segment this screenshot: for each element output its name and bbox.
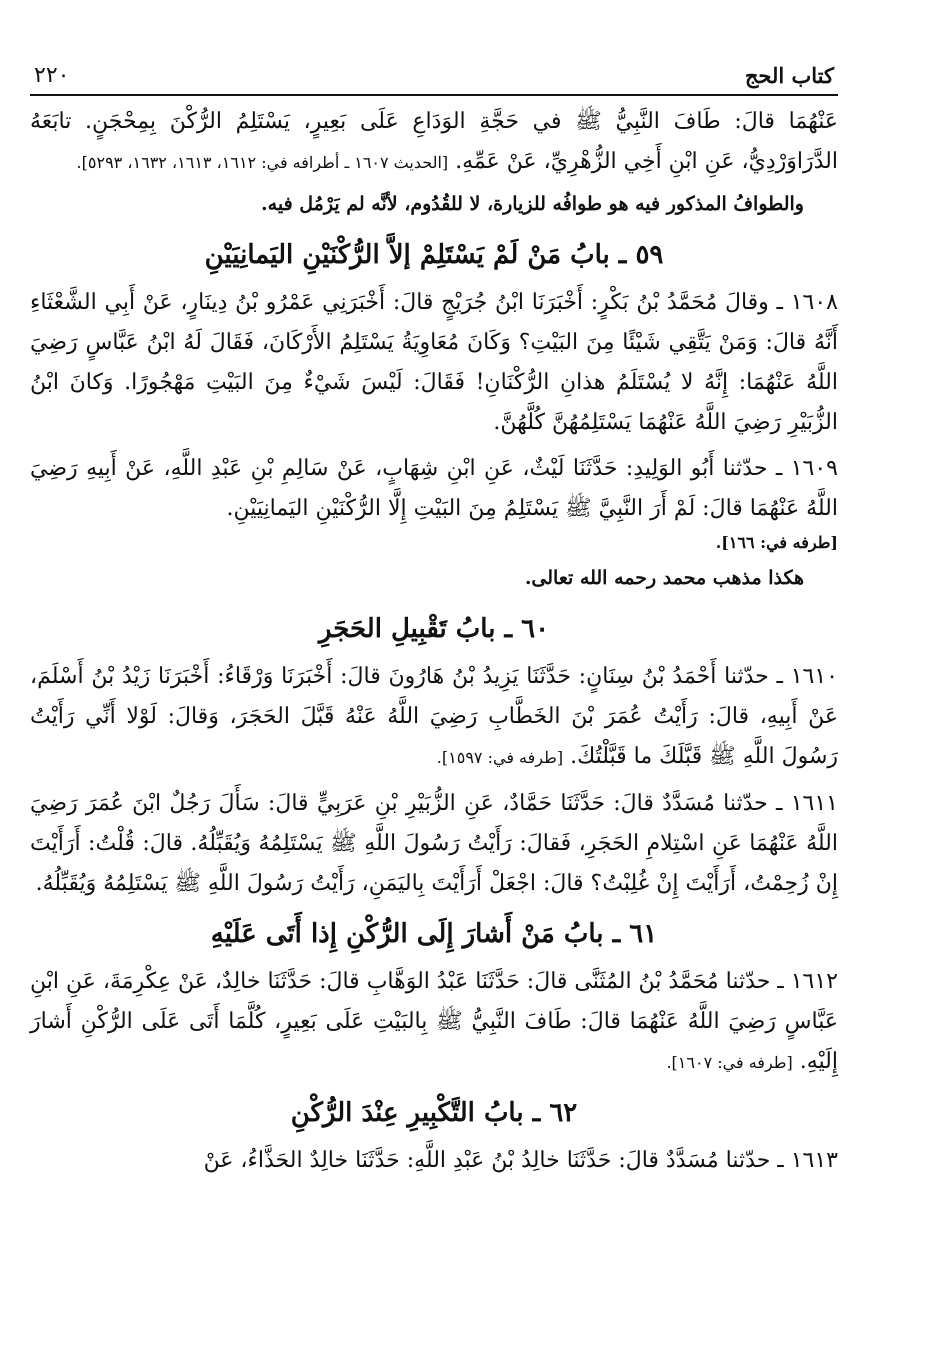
hadith-1610 bbox=[30, 657, 838, 778]
paragraph-text: عَنْهُمَا قالَ: طَافَ النَّبِيُّ ﷺ في حَجَّةِ الوَدَاعِ عَلَى بَعِيرٍ، يَسْتَلِمُ الرُّكْنَ بِمِحْجَنٍ. تابَعَهُ الدَّرَاوَرْدِيُّ، عَنِ ابْنِ أَخِي الزُّهْرِيِّ، عَنْ عَمِّهِ. bbox=[30, 109, 838, 174]
cross-reference: [الحديث ١٦٠٧ ـ أطرافه في: ١٦١٢، ١٦١٣، ١٦٣٢، ٥٢٩٣]. bbox=[76, 153, 449, 172]
paragraph-text: ١٦٠٨ ـ وقالَ مُحَمَّدُ بْنُ بَكْرٍ: أَخْبَرَنَا ابْنُ جُرَيْجٍ قالَ: أَخْبَرَنِي عَمْرُو بْنُ دِينَارٍ، عَنْ أَبِي الشَّعْثَاءِ أَنَّهُ قالَ: وَمَنْ يَتَّقِي شَيْئًا مِنَ البَيْتِ؟ وَكَانَ مُعَاوِيَةُ يَسْتَلِمُ الأَرْكَانَ، فَقَالَ لَهُ ابْنُ عَبَّاسٍ رَضِيَ اللَّهُ عَنْهُمَا: إِنَّهُ لا يُسْتَلَمُ هذانِ الرُّكْنَانِ! فَقَالَ: لَيْسَ شَيْءٌ مِنَ البَيْتِ مَهْجُورًا. وَكانَ ابْنُ الزُّبَيْرِ رَضِيَ اللَّهُ عَنْهُمَا يَسْتَلِمُهُنَّ كُلَّهُنَّ. bbox=[30, 290, 838, 435]
paragraph-text: ١٦١٣ ـ حدّثنا مُسَدَّدٌ قالَ: حَدَّثَنَا خالِدُ بْنُ عَبْدِ اللَّهِ: حَدَّثَنَا خالِدٌ الحَذَّاءُ، عَنْ bbox=[203, 1148, 838, 1173]
paragraph-text: ١٦١٢ ـ حدّثنا مُحَمَّدُ بْنُ المُثَنَّى قالَ: حَدَّثَنَا عَبْدُ الوَهَّابِ قالَ: حَدَّثَنَا خالِدٌ، عَنْ عِكْرِمَةَ، عَنِ ابْنِ عَبَّاسٍ رَضِيَ اللَّهُ عَنْهُمَا قالَ: طَافَ النَّبِيُّ ﷺ بِالبَيْتِ عَلَى بَعِيرٍ، كُلَّمَا أَتَى عَلَى الرُّكْنِ أَشارَ إِلَيْهِ. bbox=[30, 969, 838, 1074]
hadith-1612 bbox=[30, 962, 838, 1083]
commentary-note: هكذا مذهب محمد رحمه الله تعالى. bbox=[524, 567, 804, 589]
chapter-heading-62: ٦٢ ـ بابُ التَّكْبِيرِ عِنْدَ الرُّكْنِ bbox=[290, 1098, 578, 1128]
hadith-1609 bbox=[30, 449, 838, 529]
hadith-1611 bbox=[30, 784, 838, 904]
cross-reference: [طرفه في: ١٥٩٧]. bbox=[436, 748, 564, 767]
commentary-note: والطوافُ المذكور فيه هو طوافُه للزيارة، لا للقُدُوم، لأنَّه لم يَرْمُل فيه. bbox=[261, 193, 804, 215]
hadith-1607-continuation bbox=[30, 102, 838, 183]
cross-reference: [طرفه في: ١٦٦]. bbox=[715, 533, 838, 552]
page-header bbox=[30, 50, 838, 96]
paragraph-text: ١٦١١ ـ حدّثنا مُسَدَّدٌ قالَ: حَدَّثَنَا حَمَّادٌ، عَنِ الزُّبَيْرِ بْنِ عَرَبِيٍّ قالَ: سَأَلَ رَجُلٌ ابْنَ عُمَرَ رَضِيَ اللَّهُ عَنْهُمَا عَنِ اسْتِلامِ الحَجَرِ، فَقالَ: رَأَيْتُ رَسُولَ اللَّهِ ﷺ يَسْتَلِمُهُ وَيُقَبِّلُهُ. قالَ: قُلْتُ: أَرَأَيْتَ إِنْ زُحِمْتُ، أَرَأَيْتَ إِنْ غُلِبْتُ؟ قالَ: اجْعَلْ أَرَأَيْتَ بِاليَمَنِ، رَأَيْتُ رَسُولَ اللَّهِ ﷺ يَسْتَلِمُهُ وَيُقَبِّلُهُ. bbox=[30, 791, 838, 896]
chapter-heading-59: ٥٩ ـ بابُ مَنْ لَمْ يَسْتَلِمْ إلاَّ الرُّكْنَيْنِ اليَمانِيَيْنِ bbox=[204, 240, 664, 270]
book-page bbox=[30, 50, 838, 1181]
paragraph-text: ١٦٠٩ ـ حدّثنا أَبُو الوَلِيدِ: حَدَّثَنَا لَيْثٌ، عَنِ ابْنِ شِهَابٍ، عَنْ سَالِمِ بْنِ عَبْدِ اللَّهِ، عَنْ أَبِيهِ رَضِيَ اللَّهُ عَنْهُمَا قالَ: لَمْ أَرَ النَّبِيَّ ﷺ يَسْتَلِمُ مِنَ البَيْتِ إِلَّا الرُّكْنَيْنِ اليَمانِيَيْنِ. bbox=[30, 456, 838, 521]
book-title: كتاب الحج bbox=[744, 63, 834, 88]
cross-reference: [طرفه في: ١٦٠٧]. bbox=[666, 1053, 793, 1072]
chapter-heading-61: ٦١ ـ بابُ مَنْ أَشارَ إِلَى الرُّكْنِ إِذا أَتَى عَلَيْهِ bbox=[210, 919, 658, 949]
hadith-1613 bbox=[30, 1141, 838, 1181]
paragraph-text: ١٦١٠ ـ حدّثنا أَحْمَدُ بْنُ سِنَانٍ: حَدَّثَنَا يَزِيدُ بْنُ هَارُونَ قالَ: أَخْبَرَنَا وَرْقَاءُ: أَخْبَرَنَا زَيْدُ بْنُ أَسْلَمَ، عَنْ أَبِيهِ، قالَ: رَأَيْتُ عُمَرَ بْنَ الخَطَّابِ رَضِيَ اللَّهُ عَنْهُ قَبَّلَ الحَجَرَ، وَقالَ: لَوْلا أَنِّي رَأَيْتُ رَسُولَ اللَّهِ ﷺ قَبَّلَكَ ما قَبَّلْتُكَ. bbox=[30, 664, 838, 769]
page-number: ٢٢٠ bbox=[34, 63, 70, 88]
hadith-1608 bbox=[30, 283, 838, 443]
chapter-heading-60: ٦٠ ـ بابُ تَقْبِيلِ الحَجَرِ bbox=[318, 614, 550, 644]
